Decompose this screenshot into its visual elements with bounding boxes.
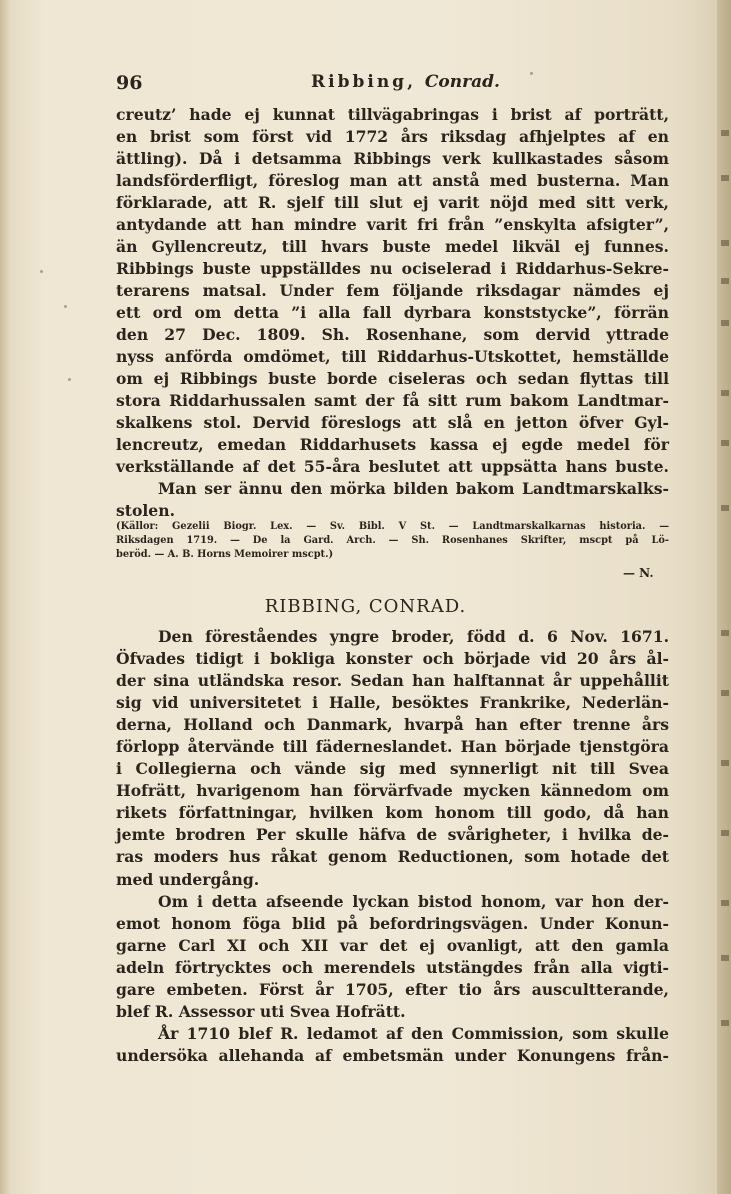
paper-speck [40, 270, 43, 273]
text-line: stora Riddarhussalen samt der få sitt rum bakom Landtmar- [116, 391, 669, 410]
text-line: Hofrätt, hvarigenom han förvärfvade mycken kännedom om [116, 781, 669, 801]
text-line: blef R. Assessor uti Svea Hofrätt. [116, 1001, 406, 1021]
edge-mark [721, 278, 729, 284]
edge-mark [721, 760, 729, 766]
text-line: der sina utländska resor. Sedan han halftannat år uppehållit [116, 671, 669, 691]
edge-mark [721, 955, 729, 961]
sources-line: Riksdagen 1719. — De la Gard. Arch. — Sh. Rosenhanes Skrifter, mscpt på Lö- [116, 535, 669, 546]
sources-line: beröd. — A. B. Horns Memoirer mscpt.) [116, 549, 334, 560]
text-line: gare embeten. Först år 1705, efter tio års auscultterande, [116, 979, 669, 999]
running-head [311, 72, 500, 92]
text-line: År 1710 blef R. ledamot af den Commission, som skulle [158, 1023, 669, 1043]
text-line: en brist som först vid 1772 års riksdag afhjelptes af en [116, 127, 669, 146]
edge-mark [721, 390, 729, 396]
sources-footnote [116, 520, 669, 562]
text-line: ras moders hus råkat genom Reductionen, som hotade det [116, 847, 669, 867]
text-line: rikets författningar, hvilken kom honom till godo, då han [116, 803, 669, 823]
text-line: ett ord om detta ”i alla fall dyrbara konststycke”, förrän [116, 303, 669, 322]
continuation-paragraph [116, 104, 669, 522]
text-line: creutz’ hade ej kunnat tillvägabringas i brist af porträtt, [116, 105, 669, 124]
text-line: adeln förtrycktes och merendels utstängdes från alla vigti- [116, 957, 669, 977]
text-line: Ribbings buste uppställdes nu ociselerad i Riddarhus-Sekre- [116, 259, 669, 278]
text-line: terarens matsal. Under fem följande riksdagar nämdes ej [116, 281, 669, 300]
text-line: sig vid universitetet i Halle, besöktes Frankrike, Nederlän- [116, 693, 669, 713]
section-title: RIBBING, CONRAD. [264, 596, 467, 617]
paper-speck [64, 305, 67, 308]
edge-mark [721, 830, 729, 836]
edge-mark [721, 900, 729, 906]
running-head-name: Ribbing, [311, 72, 416, 92]
text-line: den 27 Dec. 1809. Sh. Rosenhane, som dervid yttrade [116, 325, 669, 344]
edge-mark [721, 690, 729, 696]
text-line: om ej Ribbings buste borde ciseleras och sedan flyttas till [116, 369, 669, 388]
text-line: stolen. [116, 501, 175, 520]
text-line: med undergång. [116, 869, 260, 889]
text-line: Den föreståendes yngre broder, född d. 6 Nov. 1671. [158, 627, 669, 646]
edge-mark [721, 175, 729, 181]
page-number: 96 [116, 72, 143, 94]
text-line: i Collegierna och vände sig med synnerligt nit till Svea [116, 759, 669, 779]
text-line: garne Carl XI och XII var det ej ovanligt, att den gamla [116, 935, 669, 955]
sources-line: (Källor: Gezelii Biogr. Lex. — Sv. Bibl. V St. — Landtmarskalkarnas historia. — [116, 521, 669, 532]
biography-paragraphs [116, 626, 669, 1067]
text-line: Öfvades tidigt i bokliga konster och började vid 20 års ål- [116, 649, 669, 669]
text-line: antydande att han mindre varit fri från ”enskylta afsigter”, [116, 215, 669, 234]
edge-mark [721, 320, 729, 326]
text-line: förlopp återvände till fäderneslandet. Han började tjenstgöra [116, 737, 669, 757]
edge-mark [721, 240, 729, 246]
text-line: än Gyllencreutz, till hvars buste medel likväl ej funnes. [116, 237, 669, 256]
text-line: Man ser ännu den mörka bilden bakom Landtmarskalks- [158, 479, 669, 498]
edge-mark [721, 130, 729, 136]
text-line: förklarade, att R. sjelf till slut ej varit nöjd med sitt verk, [116, 193, 669, 212]
text-line: verkställande af det 55-åra beslutet att uppsätta hans buste. [116, 457, 669, 476]
edge-mark [721, 1020, 729, 1026]
paper-speck [68, 378, 71, 381]
edge-mark [721, 440, 729, 446]
running-head-given-name: Conrad. [424, 72, 500, 92]
text-line: Om i detta afseende lyckan bistod honom, var hon der- [158, 891, 669, 911]
text-line: undersöka allehanda af embetsmän under Konungens från- [116, 1045, 669, 1065]
text-line: jemte brodren Per skulle häfva de svårigheter, i hvilka de- [116, 825, 669, 845]
text-line: nyss anförda omdömet, till Riddarhus-Utskottet, hemställde [116, 347, 669, 366]
text-line: lencreutz, emedan Riddarhusets kassa ej egde medel för [116, 435, 669, 454]
text-line: derna, Holland och Danmark, hvarpå han efter trenne års [116, 715, 669, 735]
edge-mark [721, 505, 729, 511]
running-header [116, 70, 676, 96]
edge-mark [721, 630, 729, 636]
author-signature: — N. [623, 566, 654, 580]
text-line: emot honom föga blid på befordringsvägen. Under Konun- [116, 913, 669, 933]
text-line: ättling). Då i detsamma Ribbings verk kullkastades såsom [116, 149, 669, 168]
text-line: landsförderfligt, föreslog man att anstå med busterna. Man [116, 171, 669, 190]
text-line: skalkens stol. Dervid föreslogs att slå en jetton öfver Gyl- [116, 413, 669, 432]
